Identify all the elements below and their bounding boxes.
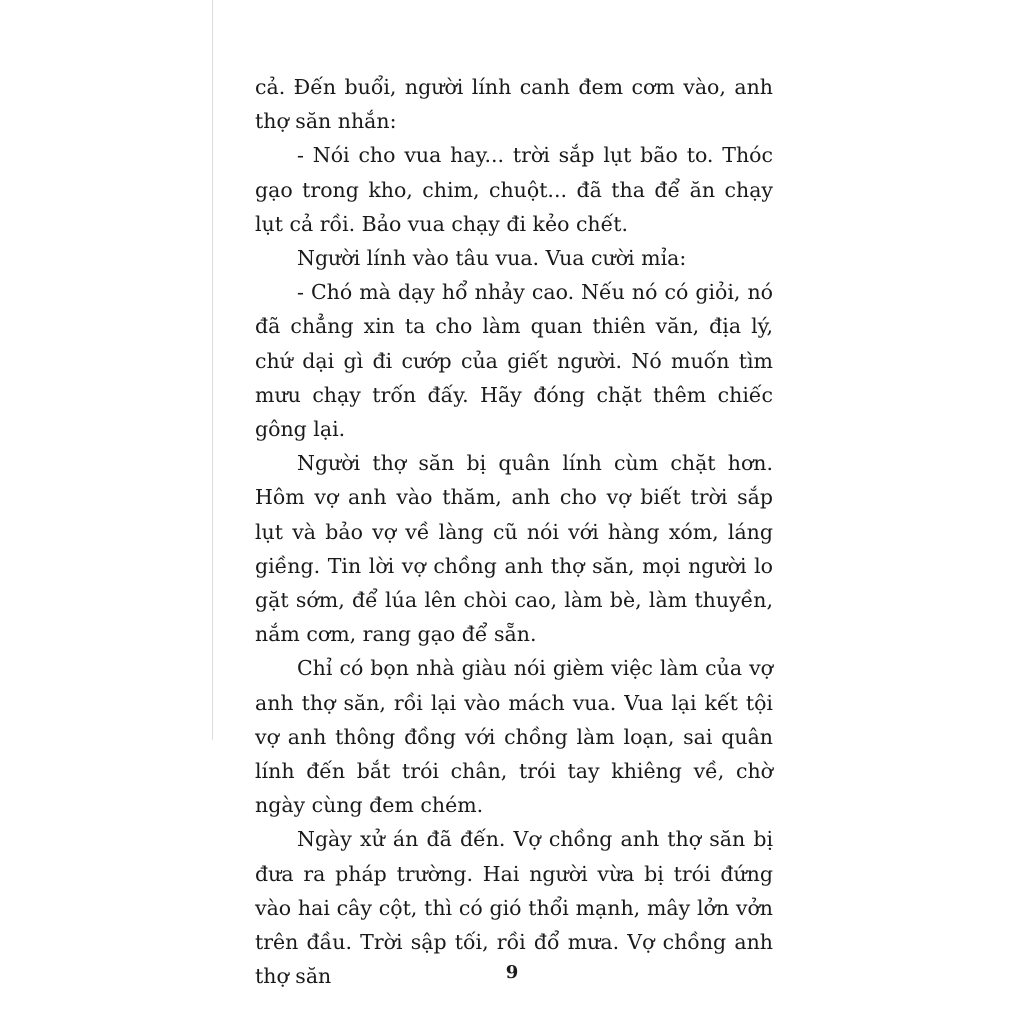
page-gutter-line xyxy=(212,0,213,740)
paragraph: Chỉ có bọn nhà giàu nói gièm việc làm của vợ anh thợ săn, rồi lại vào mách vua. Vua lại kết tội vợ anh thông đồng với chồng làm loạn, sai quân lính đến bắt trói chân, trói tay khiêng về, chờ ngày cùng đem chém. xyxy=(255,656,773,818)
page-number: 9 xyxy=(505,962,519,983)
paragraph: - Chó mà dạy hổ nhảy cao. Nếu nó có giỏi, nó đã chẳng xin ta cho làm quan thiên văn, địa lý, chứ dại gì đi cướp của giết người. Nó muốn tìm mưu chạy trốn đấy. Hãy đóng chặt thêm chiếc gông lại. xyxy=(255,280,773,442)
paragraph: Người lính vào tâu vua. Vua cười mỉa: xyxy=(297,246,687,271)
body-text xyxy=(255,70,773,993)
paragraph: Người thợ săn bị quân lính cùm chặt hơn. Hôm vợ anh vào thăm, anh cho vợ biết trời sắp lụt và bảo vợ về làng cũ nói với hàng xóm, láng giềng. Tin lời vợ chồng anh thợ săn, mọi người lo gặt sớm, để lúa lên chòi cao, làm bè, làm thuyền, nắm cơm, rang gạo để sẵn. xyxy=(255,451,773,647)
paragraph: - Nói cho vua hay... trời sắp lụt bão to. Thóc gạo trong kho, chim, chuột... đã tha để ăn chạy lụt cả rồi. Bảo vua chạy đi kẻo chết. xyxy=(255,143,773,236)
paragraph: Ngày xử án đã đến. Vợ chồng anh thợ săn bị đưa ra pháp trường. Hai người vừa bị trói đứng vào hai cây cột, thì có gió thổi mạnh, mây lởn vởn trên đầu. Trời sập tối, rồi đổ mưa. Vợ chồng anh thợ săn xyxy=(255,827,773,989)
paragraph: cả. Đến buổi, người lính canh đem cơm vào, anh thợ săn nhắn: xyxy=(255,75,773,134)
